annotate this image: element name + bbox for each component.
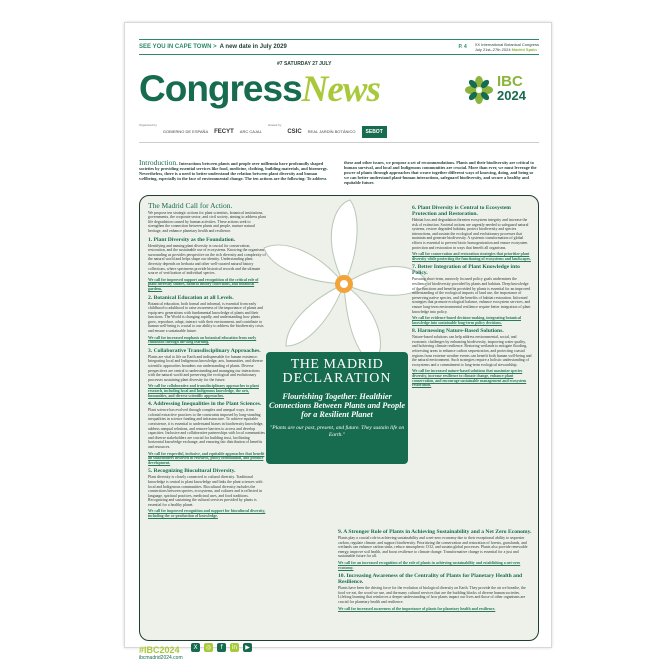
bottom-right-column [338,526,532,638]
section-2-text: Botanical education, both formal and informal, is essential from early childhood to adulthood to raise awareness of the importance of plants and equip new generations with fundamental knowledge of plants and their functions. The World is changing rapidly, and understanding how plants grow, reproduce, adapt, interact with their environment, and contribute to human well-being is crucial to our ability to address the biodiversity crisis and ensure a sustainable future. [148,301,264,334]
section-1-call: We call for improved support and recognition of the critical role of plant diversity studies, natural history collections, and botanical gardens. [148,277,259,291]
facebook-icon[interactable]: f [217,643,226,652]
section-1-heading: 1. Plant Diversity as the Foundation. [148,236,236,243]
social-icons [191,643,252,652]
footer [139,645,539,669]
see-you-label: SEE YOU IN CAPE TOWN > [139,44,217,50]
sponsor-arc-cajal: ARC CAJAL [239,129,262,134]
website-link[interactable]: ibcmadrid2024.com [139,655,183,661]
sponsor-fecyt: FECYT [214,128,234,135]
hosted-label: Hosted by [267,123,282,127]
ibc-label: IBC [497,73,523,90]
section-2-call: We call for increased emphasis on botanical education from early childhood through life-long learning. [148,335,257,345]
sponsor-gobierno: GOBIERNO DE ESPAÑA [162,129,209,134]
section-7-heading: 7. Better Integration of Plant Knowledge into Policy. [412,264,520,277]
section-9-text: Plants play a crucial role in achieving sustainability and a net-zero economy due to their exceptional ability to sequester carbon, regulate climate, and support biodiversity. Prioritizing the conservation and restoration of forests, grasslands, and wetlands can enhance carbon sinks, reduce atmospheric CO2, and sustain global processes. Plants also provide renewable energy, improve soil health, and boost resilience to climate change. Transformative change is essential for a just and sustainable future for all. [338,536,528,559]
call-text: We propose ten strategic actions for plant scientists, botanical institutions, governments, the corporate sector, and civil society, aiming to address plant life degradation caused by human activities. These actions seek to strengthen the connection between plants and people, nurture natural heritage, and enhance planetary health and resilience. [148,210,266,233]
sponsor-rjb: REAL JARDÍN BOTÁNICO [307,129,356,134]
sponsor-csic: CSIC [287,128,302,135]
ibc-year: 2024 [497,88,526,103]
congress-dates: July 21st–27th 2024 [474,47,511,52]
section-6-text: Habitat loss and degradation threaten ecosystem integrity and increase the risk of extinction. Societal actions are urgently needed to safeguard natural systems, restore degraded habitats, protect biodiversity and species interactions, and sustain the ecological and evolutionary processes that maintain and generate biodiversity. A systemic transformation of global efforts is essential to prevent biotic homogenization and ensure ecosystem protection and restoration in ways that benefit all organisms. [412,218,529,250]
section-7-text: Pursuing short-term, narrowly focused policy goals undermines the resilience of biodiversity provided by plants and habitats. Deep knowledge of the functions and benefits provided by plants is essential for an improved understanding of the ecological impacts of land use, the importance of preserving native species, and the benefits of habitat restoration. Informed strategies that promote ecological balance, enhance ecosystem services, and ensure long-term environmental resilience require better integration of plant knowledge into policy. [412,277,531,314]
section-3-heading: 3. Collaborative Transdisciplinary Approaches. [148,347,261,354]
section-9-call: We call for an increased recognition of the role of plants in achieving sustainability and establishing a net-zero economy. [338,560,521,570]
madrid-declaration-panel [266,352,408,464]
section-8-heading: 8. Harnessing Nature-Based Solutions. [412,328,504,335]
linkedin-icon[interactable]: in [231,644,238,651]
jasmine-flower-illustration-icon [250,196,438,371]
issue-label: #7 SATURDAY 27 JULY [277,61,332,67]
left-column [148,201,266,634]
section-5-text: Plant diversity is closely connected to cultural diversity. Traditional knowledge is central to plant knowledge and links the plant sciences with local and Indigenous communities. Biocultural diversity includes the connections between species, ecosystems, and cultures and is reflected in language, spiritual practices, medicinal uses, and food traditions. Recognizing and sustaining the cultural services provided by plants is essential for a healthy planet. [148,475,263,507]
section-6-heading: 6. Plant Diversity is Central to Ecosystem Protection and Restoration. [412,205,511,217]
call-heading: The Madrid Call for Action. [148,201,233,210]
right-column [412,202,532,492]
title-news: News [301,69,380,110]
section-7-call: We call for evidence-based decision-making, integrating botanical knowledge into sustainable long-term policy decisions. [412,316,521,325]
organized-label: Organized by [139,123,157,127]
sponsor-sebot: SEBOT [362,126,387,138]
newspaper-title [139,69,380,110]
section-2-heading: 2. Botanical Education at all Levels. [148,294,234,301]
page-number: P. 4 [458,44,467,50]
x-icon[interactable]: X [191,643,200,652]
sponsor-strip [139,121,539,143]
hashtag: #IBC2024 [139,645,180,655]
top-bar [139,39,539,55]
section-5-heading: 5. Recognizing Biocultural Diversity. [148,468,236,475]
new-date-label: A new date in July 2029 [219,44,287,50]
instagram-icon[interactable]: ◎ [205,644,212,651]
intro-text [139,160,539,194]
ibc-flower-logo-icon [464,75,494,105]
section-8-call: We call for increased nature-based solutions that maximize species diversity, increase resilience to climate change, enhance plant conservation, and encourage sustainable management and ecosystem restoration. [412,369,527,388]
congress-info [475,42,539,52]
declaration-title-2: DECLARATION [282,371,392,386]
ibc-logo-text [497,75,526,103]
section-4-text: Plant science has evolved through complex and unequal ways, from colonial extractive practices to the constraints imposed by long-standing inequalities in science funding and infrastructure. To achieve equitable coexistence, it is essential to understand biases in biodiversity knowledge, address unequal relations, and remove barriers to access and develop capacities. Inclusive and collaborative partnerships with local communities and diverse stakeholders are crucial for building trust, facilitating horizontal knowledge exchange, and ensuring fair distribution of benefits and resources. [148,408,265,449]
newspaper-page [124,22,552,661]
masthead [139,59,539,115]
congress-name: XX International Botanical Congress [474,42,539,47]
section-1-text: Identifying and naming plant diversity is crucial for conservation, restoration, and the sustainable use of ecosystems. Knowing the organisms surrounding us provides perspective on the rich diversity and complexity of the natural world and helps shape our identity. Understanding plant diversity depends on herbaria and other well-curated natural history collections, where specimens provide historical records and the ultimate source of verification of individual species. [148,243,266,276]
youtube-icon[interactable]: ▶ [243,643,252,652]
intro-heading: Introduction. [139,158,178,167]
intro-body: Interactions between plants and people over millennia have profoundly shaped societies by providing essential services like food, medicine, clothing, building materials, and bioenergy. Nevertheless, there is a need to better understand the relation between plant diversity and human wellbeing, especially in the face of environmental change. The ten actions are the following: To address these and other issues, we propose a set of recommendations. Plants and their biodiversity are critical to human survival, and local and Indigenous communities are crucial. More than ever, we must leverage the power of plants through approaches that weave together different ways of knowing, doing, and being so we can better understand plant-human interactions, safeguard biodiversity, and secure a healthy and equitable future. [139,160,537,186]
section-10-call: We call for increased awareness of the importance of plants for planetary health and resilience. [338,606,496,611]
section-10-text: Plants have been the driving force for the evolution of biological diversity on Earth. They provide the air we breathe, the food we eat, the wood we use, and the many cultural services that are the building blocks of diverse human societies. Lifelong learning that reinforces a deeper understanding of how plants impact our lives and those of other organisms are crucial for planetary health and resilience. [338,586,526,604]
section-4-heading: 4. Addressing Inequalities in the Plant Sciences. [148,401,262,408]
declaration-subtitle: Flourishing Together: Healthier Connections Between Plants and People for a Resilient Planet [268,392,405,419]
section-5-call: We call for improved recognition and support for biocultural diversity, including the co-production of knowledge. [148,509,266,519]
title-congress: Congress [139,68,302,109]
section-9-heading: 9. A Stronger Role of Plants in Achieving Sustainability and a Net Zero Economy. [338,529,532,535]
declaration-quote: "Plants are our past, present, and future. They sustain life on Earth." [269,425,405,438]
section-3-text: Plants are vital to life on Earth and indispensable for human existence. Integrating local and Indigenous knowledge, arts, humanities, and diverse scientific approaches broadens our understanding of plants. Diverse perspectives are central to understanding and managing our interactions with the natural world and preserving the ecological and evolutionary processes sustaining plant diversity for the future. [148,354,263,382]
declaration-box [139,195,539,641]
section-10-heading: 10. Increasing Awareness of the Centrality of Plants for Planetary Health and Resilience. [338,573,523,586]
section-3-call: We call for collaborative and transdisciplinary approaches to plant research, including local and Indigenous knowledge, the arts, humanities, and diverse scientific approaches. [148,384,259,398]
declaration-title-1: THE MADRID [290,357,384,372]
section-8-text: Nature-based solutions can help address environmental, social, and economic challenges by enhancing biodiversity, improving water quality, and bolstering climate resilience. Restoring wetlands to mitigate flooding, reforesting areas to enhance carbon sequestration, and protecting coastal regions from extreme weather events can benefit both human well-being and the natural environment. Such strategies require a holistic understanding of ecosystems and a commitment to long-term ecological stewardship. [412,335,532,367]
section-4-call: We call for respectful, inclusive, and equitable approaches that benefit all stakeholders involved in research, policy formulation, and product development. [148,451,265,465]
congress-place: Madrid Spain [511,47,537,52]
section-6-call: We call for conservation and restoration strategies that prioritize plant diversity while protecting the functioning of ecosystems and landscapes. [412,252,531,261]
